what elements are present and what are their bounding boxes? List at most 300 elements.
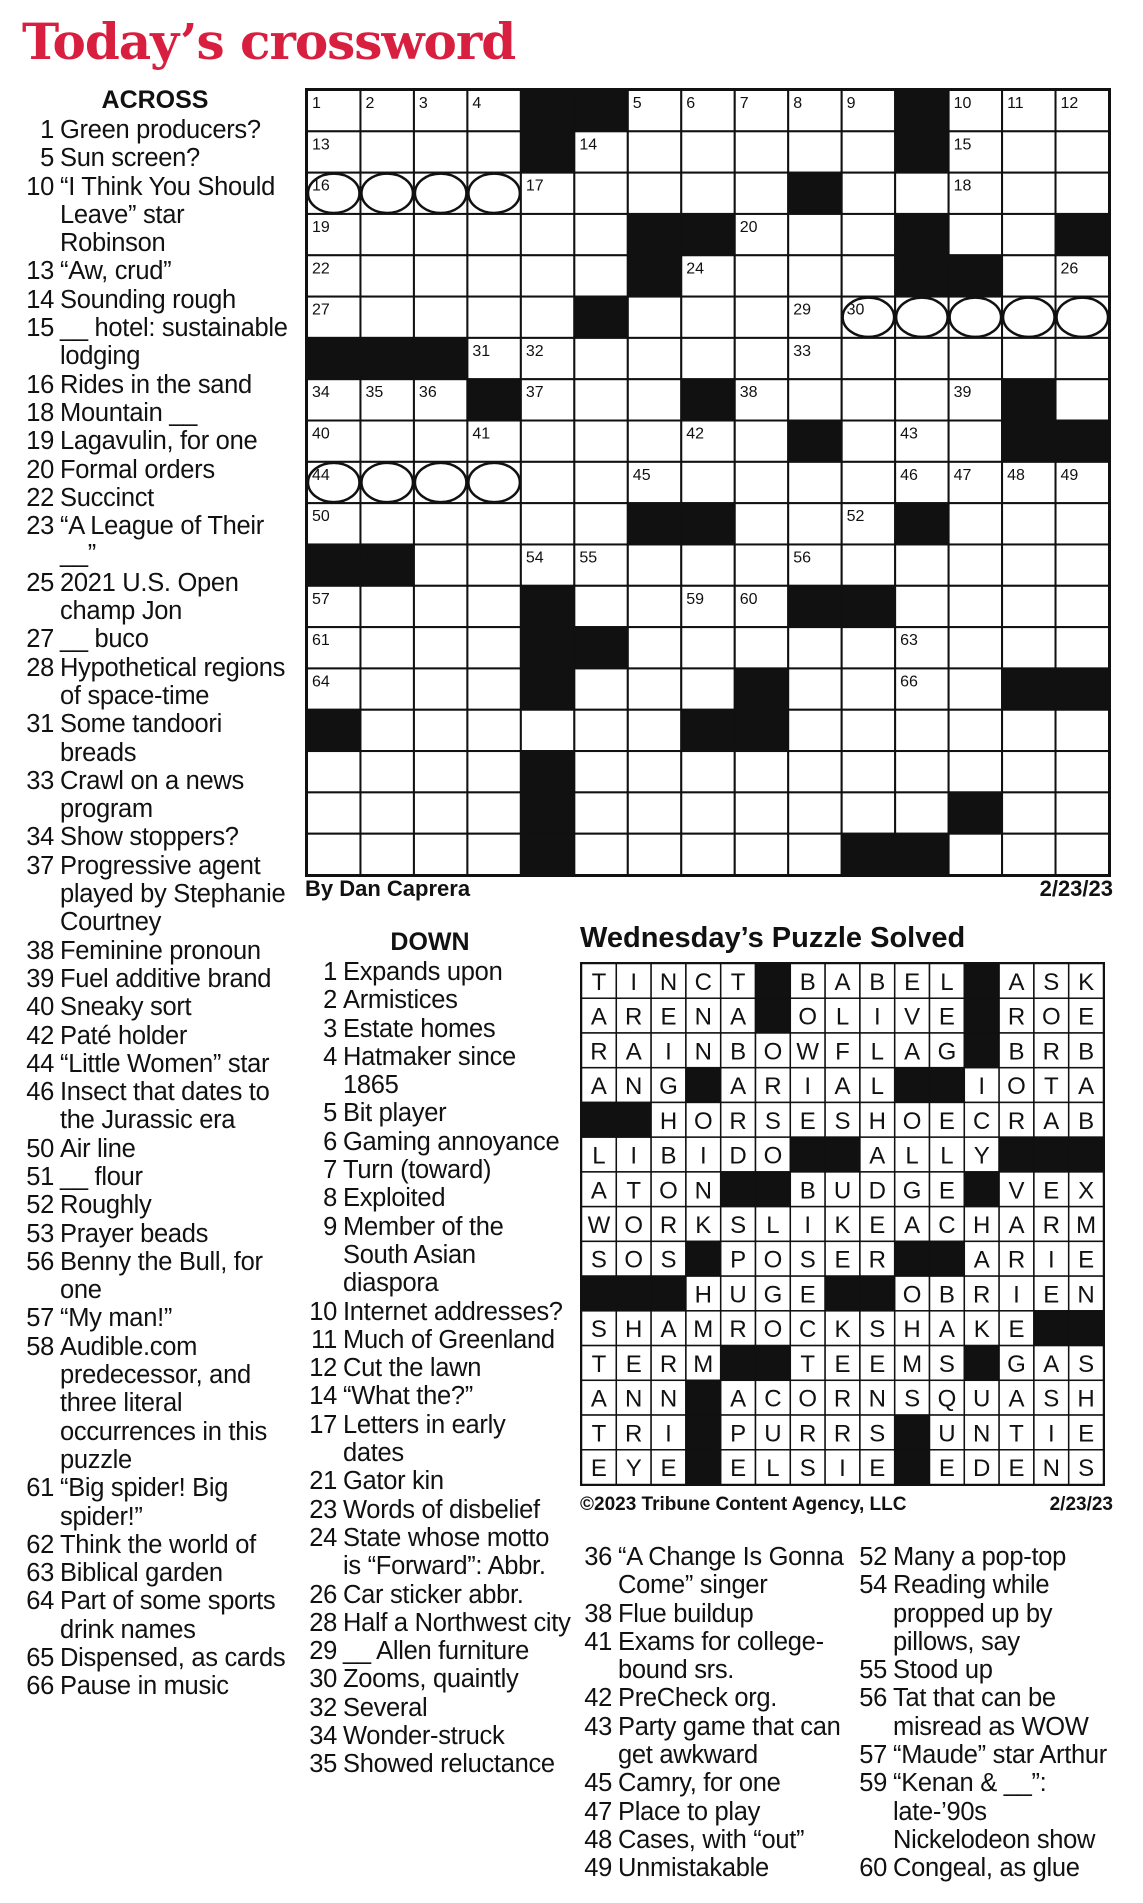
clue-text: Flue buildup [618, 1599, 754, 1628]
grid-cell[interactable] [1002, 627, 1055, 668]
grid-cell[interactable] [574, 834, 627, 875]
grid-cell[interactable] [574, 586, 627, 627]
grid-cell[interactable] [788, 751, 841, 792]
clue-text: Sneaky sort [60, 993, 192, 1022]
grid-cell[interactable] [467, 255, 520, 296]
clue[interactable] [22, 852, 290, 937]
grid-cell[interactable] [681, 131, 734, 172]
clue[interactable] [22, 1587, 290, 1644]
clue[interactable] [22, 512, 290, 569]
grid-cell[interactable] [1002, 834, 1055, 875]
clue[interactable] [855, 1684, 1127, 1741]
grid-cell[interactable] [895, 544, 948, 585]
grid-cell[interactable] [521, 462, 574, 503]
clue[interactable] [22, 1220, 290, 1248]
grid-cell[interactable] [628, 668, 681, 709]
grid-cell[interactable] [360, 297, 413, 338]
grid-cell[interactable] [1002, 338, 1055, 379]
clue[interactable] [22, 371, 290, 399]
grid-cell[interactable] [788, 710, 841, 751]
grid-cell[interactable] [735, 338, 788, 379]
grid-cell[interactable] [949, 503, 1002, 544]
grid-cell[interactable] [414, 792, 467, 833]
grid-cell[interactable] [949, 751, 1002, 792]
clue[interactable] [22, 1559, 290, 1587]
grid-cell[interactable] [360, 668, 413, 709]
solution-block [616, 1102, 651, 1137]
grid-cell[interactable] [414, 544, 467, 585]
grid-cell[interactable] [360, 255, 413, 296]
grid-cell[interactable] [842, 544, 895, 585]
clue[interactable] [580, 1684, 848, 1712]
grid-cell[interactable] [949, 834, 1002, 875]
grid-cell[interactable] [842, 792, 895, 833]
grid-cell[interactable] [735, 421, 788, 462]
grid-cell[interactable] [681, 668, 734, 709]
clue[interactable] [22, 116, 290, 144]
grid-cell[interactable] [842, 421, 895, 462]
clue[interactable] [305, 1665, 573, 1693]
clue[interactable] [855, 1741, 1127, 1769]
grid-cell[interactable] [360, 421, 413, 462]
clue[interactable] [22, 767, 290, 824]
grid-cell[interactable] [574, 379, 627, 420]
grid-cell[interactable] [681, 297, 734, 338]
grid-cell[interactable] [467, 131, 520, 172]
grid-cell[interactable] [735, 751, 788, 792]
grid-cell[interactable] [360, 503, 413, 544]
grid-cell[interactable] [574, 338, 627, 379]
clue[interactable] [855, 1543, 1127, 1571]
clue[interactable] [22, 314, 290, 371]
grid-cell[interactable] [735, 131, 788, 172]
clue-text: Zooms, quaintly [343, 1665, 519, 1694]
clue[interactable] [22, 937, 290, 965]
grid-block [1002, 421, 1055, 462]
grid-cell[interactable] [949, 421, 1002, 462]
clue[interactable] [580, 1769, 848, 1797]
solution-letter: I [804, 1212, 812, 1239]
clue[interactable] [305, 1694, 573, 1722]
grid-cell[interactable] [788, 379, 841, 420]
clue[interactable] [305, 1128, 573, 1156]
clue[interactable] [580, 1543, 848, 1600]
grid-cell[interactable] [788, 792, 841, 833]
clue[interactable] [22, 1022, 290, 1050]
grid-cell[interactable] [681, 462, 734, 503]
clue[interactable] [22, 144, 290, 172]
grid-cell[interactable] [788, 255, 841, 296]
grid-cell[interactable] [628, 421, 681, 462]
solution-letter: E [660, 1003, 677, 1031]
grid-cell[interactable] [842, 173, 895, 214]
clue-text: Bit player [343, 1099, 447, 1128]
grid-cell[interactable] [360, 710, 413, 751]
grid-cell[interactable] [788, 462, 841, 503]
grid-cell[interactable] [467, 586, 520, 627]
clue[interactable] [305, 1213, 573, 1298]
clue[interactable] [305, 1015, 573, 1043]
grid-cell[interactable] [788, 214, 841, 255]
clue[interactable] [22, 625, 290, 653]
grid-cell[interactable] [574, 503, 627, 544]
grid-cell[interactable] [681, 834, 734, 875]
solution-block [582, 1276, 617, 1311]
grid-cell[interactable] [895, 379, 948, 420]
grid-cell[interactable] [414, 668, 467, 709]
clue[interactable] [580, 1600, 848, 1628]
solution-letter: I [630, 1142, 638, 1170]
clue[interactable] [580, 1826, 848, 1854]
clue[interactable] [855, 1571, 1127, 1656]
solution-letter: K [1078, 968, 1095, 996]
clue[interactable] [305, 1099, 573, 1127]
grid-cell[interactable] [949, 668, 1002, 709]
grid-cell[interactable] [735, 544, 788, 585]
clue[interactable] [305, 958, 573, 986]
byline: By Dan Caprera [305, 876, 471, 901]
grid-cell[interactable] [574, 255, 627, 296]
grid-cell[interactable] [1002, 214, 1055, 255]
grid-cell[interactable] [842, 338, 895, 379]
grid-cell[interactable] [1056, 131, 1109, 172]
clue[interactable] [22, 257, 290, 285]
grid-cell[interactable] [360, 751, 413, 792]
clue[interactable] [22, 569, 290, 626]
grid-cell[interactable] [467, 834, 520, 875]
grid-cell[interactable] [735, 792, 788, 833]
grid-cell[interactable] [788, 131, 841, 172]
grid-cell[interactable] [360, 834, 413, 875]
solution-letter: S [1078, 1350, 1095, 1378]
grid-cell[interactable] [1002, 710, 1055, 751]
grid-cell[interactable] [895, 173, 948, 214]
grid-cell[interactable] [895, 586, 948, 627]
grid-cell[interactable] [842, 751, 895, 792]
grid-cell[interactable] [360, 627, 413, 668]
cell-number: 36 [418, 384, 437, 402]
grid-cell[interactable] [307, 834, 360, 875]
grid-cell[interactable] [628, 751, 681, 792]
grid-cell[interactable] [521, 297, 574, 338]
grid-cell[interactable] [788, 668, 841, 709]
clue-number: 49 [584, 1854, 612, 1883]
clue[interactable] [305, 1184, 573, 1212]
solution-letter: A [660, 1316, 677, 1344]
grid-cell[interactable] [414, 586, 467, 627]
grid-cell[interactable] [842, 255, 895, 296]
clue[interactable] [22, 1531, 290, 1559]
grid-cell[interactable] [521, 421, 574, 462]
clue[interactable] [305, 1326, 573, 1354]
clue[interactable] [22, 1644, 290, 1672]
grid-cell[interactable] [1002, 503, 1055, 544]
grid-cell[interactable] [842, 627, 895, 668]
grid-cell[interactable] [681, 627, 734, 668]
grid-cell[interactable] [1002, 255, 1055, 296]
clue[interactable] [22, 456, 290, 484]
grid-cell[interactable] [949, 627, 1002, 668]
grid-cell[interactable] [521, 503, 574, 544]
grid-cell[interactable] [895, 751, 948, 792]
clue[interactable] [22, 1304, 290, 1332]
grid-cell[interactable] [1002, 751, 1055, 792]
clue[interactable] [305, 1750, 573, 1778]
clue[interactable] [22, 1333, 290, 1474]
clue-text: Hatmaker since 1865 [343, 1042, 516, 1100]
grid-cell[interactable] [842, 668, 895, 709]
clue[interactable] [305, 1722, 573, 1750]
grid-cell[interactable] [1002, 544, 1055, 585]
clue-number: 41 [584, 1627, 612, 1656]
grid-cell[interactable] [521, 255, 574, 296]
grid-cell[interactable] [842, 379, 895, 420]
clue[interactable] [305, 1411, 573, 1468]
grid-cell[interactable] [360, 131, 413, 172]
clue[interactable] [305, 1524, 573, 1581]
grid-cell[interactable] [681, 338, 734, 379]
grid-cell[interactable] [842, 131, 895, 172]
grid-cell[interactable] [307, 792, 360, 833]
grid-cell[interactable] [467, 668, 520, 709]
clue[interactable] [305, 1043, 573, 1100]
grid-cell[interactable] [1056, 834, 1109, 875]
cell-number: 65 [525, 673, 544, 691]
grid-cell[interactable] [628, 627, 681, 668]
clue[interactable] [22, 993, 290, 1021]
grid-cell[interactable] [574, 668, 627, 709]
grid-cell[interactable] [467, 751, 520, 792]
grid-cell[interactable] [467, 710, 520, 751]
grid-cell[interactable] [414, 255, 467, 296]
grid-cell[interactable] [307, 751, 360, 792]
solution-letter: B [730, 1038, 747, 1066]
grid-cell[interactable] [628, 834, 681, 875]
cell-number: 32 [525, 342, 544, 360]
solution-letter: F [835, 1038, 850, 1066]
grid-cell[interactable] [1056, 379, 1109, 420]
solution-letter: R [1007, 1107, 1026, 1135]
grid-cell[interactable] [735, 627, 788, 668]
grid-cell[interactable] [360, 586, 413, 627]
solution-letter: A [904, 1212, 921, 1239]
grid-cell[interactable] [735, 462, 788, 503]
clue[interactable] [855, 1769, 1127, 1854]
cell-number: 54 [525, 549, 544, 567]
solution-block [964, 1346, 999, 1381]
grid-cell[interactable] [1056, 173, 1109, 214]
grid-cell[interactable] [414, 710, 467, 751]
grid-cell[interactable] [467, 297, 520, 338]
clue[interactable] [305, 986, 573, 1014]
grid-cell[interactable] [681, 792, 734, 833]
clue-text: “My man!” [60, 1304, 173, 1333]
clue[interactable] [22, 427, 290, 455]
grid-cell[interactable] [1056, 710, 1109, 751]
grid-cell[interactable] [842, 462, 895, 503]
grid-cell[interactable] [1056, 503, 1109, 544]
clue[interactable] [305, 1496, 573, 1524]
grid-cell[interactable] [1056, 338, 1109, 379]
clue[interactable] [305, 1609, 573, 1637]
grid-cell[interactable] [1056, 751, 1109, 792]
grid-cell[interactable] [949, 586, 1002, 627]
grid-cell[interactable] [681, 751, 734, 792]
grid-cell[interactable] [1002, 792, 1055, 833]
clue-text: Turn (toward) [343, 1156, 492, 1185]
grid-cell[interactable] [628, 297, 681, 338]
clue[interactable] [305, 1354, 573, 1382]
clue-text: “I Think You Should Leave” star Robinson [60, 172, 275, 258]
grid-cell[interactable] [414, 214, 467, 255]
grid-cell[interactable] [681, 173, 734, 214]
grid-cell[interactable] [788, 503, 841, 544]
clue[interactable] [22, 1191, 290, 1219]
grid-cell[interactable] [735, 503, 788, 544]
solution-letter: N [1042, 1455, 1060, 1483]
grid-cell[interactable] [1056, 792, 1109, 833]
grid-cell[interactable] [414, 421, 467, 462]
solution-letter: I [665, 1038, 672, 1066]
clue[interactable] [22, 1135, 290, 1163]
grid-cell[interactable] [628, 338, 681, 379]
grid-cell[interactable] [628, 544, 681, 585]
grid-cell[interactable] [628, 173, 681, 214]
clue[interactable] [305, 1382, 573, 1410]
grid-cell[interactable] [467, 544, 520, 585]
grid-cell[interactable] [628, 710, 681, 751]
grid-cell[interactable] [681, 544, 734, 585]
clue[interactable] [305, 1581, 573, 1609]
solution-date: 2/23/23 [1049, 1494, 1113, 1515]
solution-letter: E [938, 1177, 955, 1205]
grid-cell[interactable] [949, 338, 1002, 379]
clue[interactable] [22, 1050, 290, 1078]
clue[interactable] [22, 1474, 290, 1531]
clue-text: Formal orders [60, 455, 215, 484]
grid-cell[interactable] [628, 586, 681, 627]
clue[interactable] [855, 1854, 1127, 1882]
solution-letter: E [1078, 1246, 1095, 1274]
grid-cell[interactable] [1002, 131, 1055, 172]
cell-number: 7 [739, 95, 749, 112]
clue[interactable] [580, 1798, 848, 1826]
cell-number: 56 [793, 549, 811, 567]
crossword-grid[interactable] [305, 88, 1111, 877]
cell-number: 21 [900, 218, 918, 236]
grid-cell[interactable] [842, 710, 895, 751]
clue[interactable] [580, 1628, 848, 1685]
grid-cell[interactable] [467, 503, 520, 544]
clue[interactable] [580, 1854, 848, 1882]
grid-cell[interactable] [949, 710, 1002, 751]
clue[interactable] [22, 1248, 290, 1305]
solution-letter: E [938, 1107, 955, 1135]
clue[interactable] [22, 823, 290, 851]
grid-cell[interactable] [360, 214, 413, 255]
grid-cell[interactable] [1056, 586, 1109, 627]
solution-letter: A [730, 1003, 747, 1031]
grid-cell[interactable] [788, 834, 841, 875]
clue[interactable] [22, 173, 290, 258]
clue[interactable] [855, 1656, 1127, 1684]
cell-number: 57 [312, 590, 330, 608]
grid-cell[interactable] [467, 792, 520, 833]
clue[interactable] [305, 1467, 573, 1495]
grid-cell[interactable] [1002, 173, 1055, 214]
clue[interactable] [22, 286, 290, 314]
clue[interactable] [22, 965, 290, 993]
solution-letter: S [590, 1316, 607, 1344]
grid-cell[interactable] [628, 792, 681, 833]
grid-cell[interactable] [574, 710, 627, 751]
grid-cell[interactable] [735, 297, 788, 338]
grid-block [788, 586, 841, 627]
clue[interactable] [305, 1298, 573, 1326]
grid-cell[interactable] [467, 627, 520, 668]
grid-cell[interactable] [414, 503, 467, 544]
grid-cell[interactable] [1056, 627, 1109, 668]
clue[interactable] [22, 654, 290, 711]
clue[interactable] [305, 1156, 573, 1184]
grid-cell[interactable] [521, 710, 574, 751]
grid-cell[interactable] [574, 173, 627, 214]
clue[interactable] [305, 1637, 573, 1665]
clue[interactable] [22, 1672, 290, 1700]
grid-cell[interactable] [414, 131, 467, 172]
grid-cell[interactable] [574, 751, 627, 792]
clue[interactable] [22, 1078, 290, 1135]
cell-number: 47 [953, 466, 972, 484]
clue[interactable] [22, 399, 290, 427]
grid-cell[interactable] [414, 751, 467, 792]
grid-cell[interactable] [574, 462, 627, 503]
grid-cell[interactable] [574, 421, 627, 462]
clue-text: Lagavulin, for one [60, 427, 258, 456]
clue[interactable] [22, 484, 290, 512]
grid-cell[interactable] [735, 173, 788, 214]
grid-cell[interactable] [735, 834, 788, 875]
grid-cell[interactable] [788, 627, 841, 668]
clue[interactable] [22, 1163, 290, 1191]
grid-cell[interactable] [414, 834, 467, 875]
grid-cell[interactable] [628, 379, 681, 420]
grid-cell[interactable] [949, 214, 1002, 255]
grid-cell[interactable] [895, 792, 948, 833]
grid-cell[interactable] [414, 627, 467, 668]
grid-cell[interactable] [574, 214, 627, 255]
grid-cell[interactable] [1002, 586, 1055, 627]
grid-cell[interactable] [628, 131, 681, 172]
solution-letter: Y [973, 1142, 990, 1170]
grid-cell[interactable] [895, 710, 948, 751]
grid-cell[interactable] [842, 214, 895, 255]
clue-text: Car sticker abbr. [343, 1580, 524, 1609]
grid-cell[interactable] [467, 214, 520, 255]
clue[interactable] [22, 710, 290, 767]
grid-cell[interactable] [949, 544, 1002, 585]
grid-cell[interactable] [1056, 544, 1109, 585]
cell-number: 19 [312, 218, 330, 236]
grid-cell[interactable] [574, 792, 627, 833]
grid-cell[interactable] [360, 792, 413, 833]
clue-text: Fuel additive brand [60, 964, 272, 993]
grid-cell[interactable] [521, 214, 574, 255]
clue[interactable] [580, 1713, 848, 1770]
grid-cell[interactable] [735, 255, 788, 296]
grid-cell[interactable] [414, 297, 467, 338]
grid-cell[interactable] [895, 338, 948, 379]
